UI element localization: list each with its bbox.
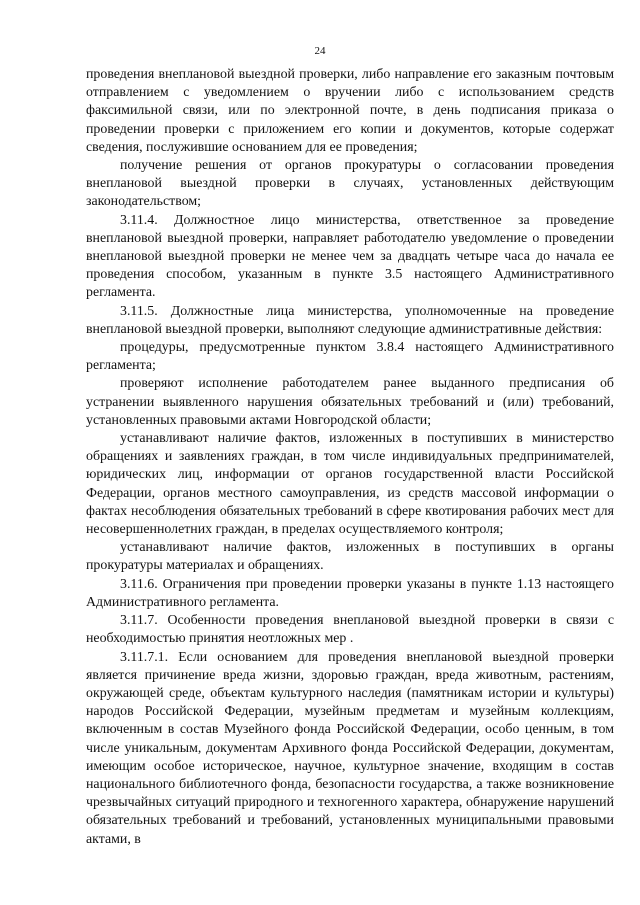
paragraph-3-11-7-1: 3.11.7.1. Если основанием для проведения внеплановой выездной проверки является причинение вреда жизни, здоровью граждан, вреда животным, растениям, окружающей среде, объектам культурного наследия (памятникам истории и культуры) народов Российской Федерации, музейным предметам и музейным коллекциям, включенным в состав Музейного фонда Российской Федерации, особо ценным, в том числе уникальным, документам Архивного фонда Российской Федерации, документам, имеющим особое историческое, научное, культурное значение, входящим в состав национального библиотечного фонда, безопасности государства, а также возникновение чрезвычайных ситуаций природного и техногенного характера, обнаружение нарушений обязательных требований и требований, установленных муниципальными правовыми актами, в xyxy=(86,649,614,847)
page-number: 24 xyxy=(314,45,326,57)
paragraph-establish-facts-prosecutor: устанавливают наличие фактов, изложенных в поступивших в органы прокуратуры материалах и обращениях. xyxy=(86,540,614,574)
body-text xyxy=(86,66,614,849)
paragraph-check-prescription: проверяют исполнение работодателем ранее выданного предписания об устранении выявленного нарушения обязательных требований и (или) требований, установленных правовыми актами Новгородской области; xyxy=(86,376,614,428)
paragraph-3-11-4: 3.11.4. Должностное лицо министерства, ответственное за проведение внеплановой выездной проверки, направляет работодателю уведомление о проведении внеплановой выездной проверки не менее чем за двадцать четыре часа до начала ее проведения способом, указанным в пункте 3.5 настоящего Административного регламента. xyxy=(86,212,614,301)
paragraph-continuation: проведения внеплановой выездной проверки, либо направление его заказным почтовым отправлением с уведомлением о вручении либо с использованием средств факсимильной связи, или по электронной почте, в день подписания приказа о проведении проверки с приложением его копии и документов, которые содержат сведения, послужившие основанием для ее проведения; xyxy=(86,67,614,155)
paragraph-3-11-7: 3.11.7. Особенности проведения внеплановой выездной проверки в связи с необходимостью принятия неотложных мер . xyxy=(86,613,614,647)
paragraph-3-11-5: 3.11.5. Должностные лица министерства, уполномоченные на проведение внеплановой выездной проверки, выполняют следующие административные действия: xyxy=(86,303,614,337)
paragraph-3-11-6: 3.11.6. Ограничения при проведении проверки указаны в пункте 1.13 настоящего Административного регламента. xyxy=(86,576,614,610)
paragraph-procedures: процедуры, предусмотренные пунктом 3.8.4 настоящего Административного регламента; xyxy=(86,340,614,374)
paragraph-establish-facts-ministry: устанавливают наличие фактов, изложенных в поступивших в министерство обращениях и заявлениях граждан, в том числе индивидуальных предпринимателей, юридических лиц, информации от органов государственной власти Российской Федерации, органов местного самоуправления, из средств массовой информации о фактах несоблюдения обязательных требований в сфере квотирования рабочих мест для несовершеннолетних граждан, в пределах осуществляемого контроля; xyxy=(86,431,614,538)
paragraph-prosecutor-approval: получение решения от органов прокуратуры о согласовании проведения внеплановой выездной проверки в случаях, установленных действующим законодательством; xyxy=(86,158,614,210)
